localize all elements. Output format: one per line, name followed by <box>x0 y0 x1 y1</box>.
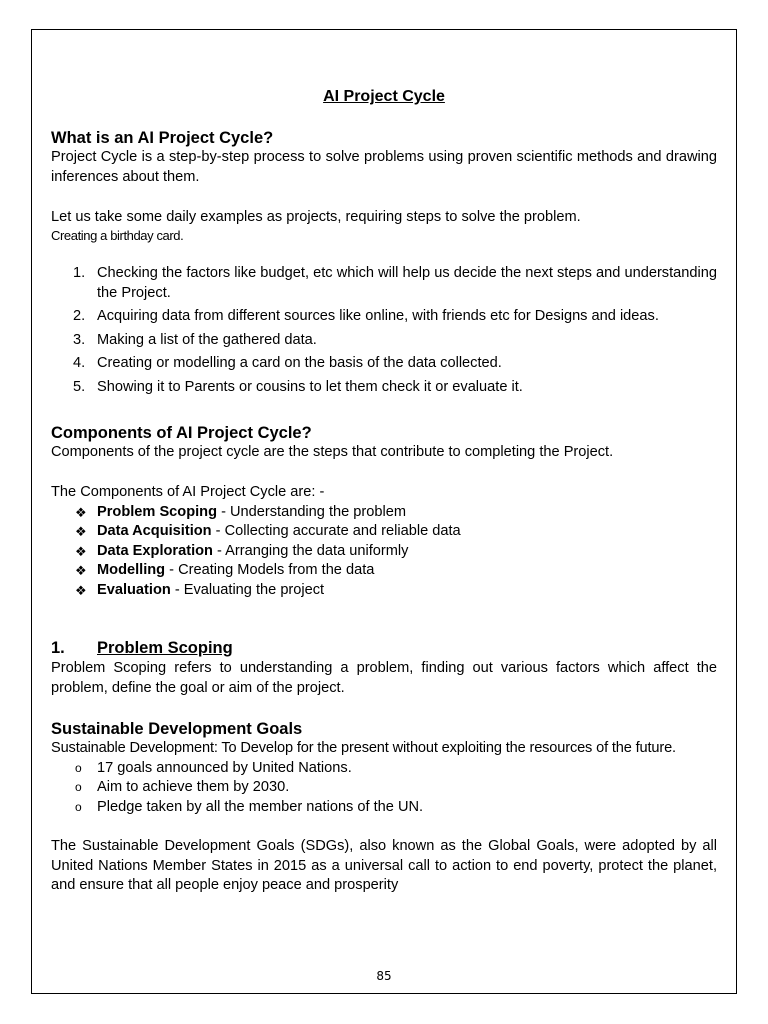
diamond-bullet-icon: ❖ <box>75 582 87 598</box>
components-list <box>51 503 717 601</box>
list-item: 3. Making a list of the gathered data. <box>73 331 317 348</box>
section-problem-scoping <box>51 639 717 698</box>
circle-bullet-icon: o <box>75 760 82 775</box>
sdg-closing-paragraph: The Sustainable Development Goals (SDGs), also known as the Global Goals, were adopted by all United Nations Member States in 2015 as a universal call to action to end poverty, protect the planet, and ensure that all people enjoy peace and prosperity <box>51 838 717 893</box>
page-number: 85 <box>376 969 392 983</box>
list-item: o Pledge taken by all the member nations of the UN. <box>51 798 717 818</box>
document-title: AI Project Cycle <box>323 88 445 105</box>
list-item: 1. Checking the factors like budget, etc which will help us decide the next steps and understanding the Project. <box>73 265 717 301</box>
examples-intro: Let us take some daily examples as projects, requiring steps to solve the problem. <box>51 209 581 225</box>
list-item: o 17 goals announced by United Nations. <box>51 759 717 779</box>
section-what-is <box>51 128 717 187</box>
list-item: ❖ Problem Scoping - Understanding the problem <box>51 503 717 523</box>
section-heading-problem-scoping: 1. Problem Scoping <box>51 639 233 657</box>
example-note: Creating a birthday card. <box>51 227 184 243</box>
list-item: o Aim to achieve them by 2030. <box>51 778 717 798</box>
sdg-list <box>51 759 717 818</box>
problem-scoping-paragraph: Problem Scoping refers to understanding a problem, finding out various factors which affect the problem, define the goal or aim of the project. <box>51 660 717 696</box>
what-is-paragraph: Project Cycle is a step-by-step process to solve problems using proven scientific methods and drawing inferences about them. <box>51 149 717 185</box>
list-item: ❖ Evaluation - Evaluating the project <box>51 581 717 601</box>
section-heading-what-is: What is an AI Project Cycle? <box>51 129 274 147</box>
list-item: ❖ Data Exploration - Arranging the data uniformly <box>51 542 717 562</box>
section-components <box>51 423 717 463</box>
components-list-block <box>51 483 717 600</box>
list-item: 2. Acquiring data from different sources like online, with friends etc for Designs and ideas. <box>73 308 659 324</box>
list-item: ❖ Modelling - Creating Models from the data <box>51 561 717 581</box>
sdg-paragraph: Sustainable Development: To Develop for the present without exploiting the resources of the future. <box>51 740 676 756</box>
diamond-bullet-icon: ❖ <box>75 543 87 559</box>
section-heading-components: Components of AI Project Cycle? <box>51 424 312 442</box>
circle-bullet-icon: o <box>75 780 82 794</box>
list-item: 4. Creating or modelling a card on the basis of the data collected. <box>73 355 502 371</box>
diamond-bullet-icon: ❖ <box>75 563 87 578</box>
section-heading-sdg: Sustainable Development Goals <box>51 720 303 738</box>
list-item: ❖ Data Acquisition - Collecting accurate and reliable data <box>51 522 717 542</box>
examples-block <box>51 208 717 244</box>
components-paragraph: Components of the project cycle are the steps that contribute to completing the Project. <box>51 444 614 460</box>
circle-bullet-icon: o <box>75 799 82 814</box>
components-list-intro: The Components of AI Project Cycle are: - <box>51 484 325 500</box>
diamond-bullet-icon: ❖ <box>75 504 87 520</box>
diamond-bullet-icon: ❖ <box>75 524 87 539</box>
section-sdg <box>51 719 717 817</box>
list-item: 5. Showing it to Parents or cousins to let them check it or evaluate it. <box>73 378 523 395</box>
steps-list <box>51 264 717 401</box>
sdg-closing-block <box>51 837 717 896</box>
